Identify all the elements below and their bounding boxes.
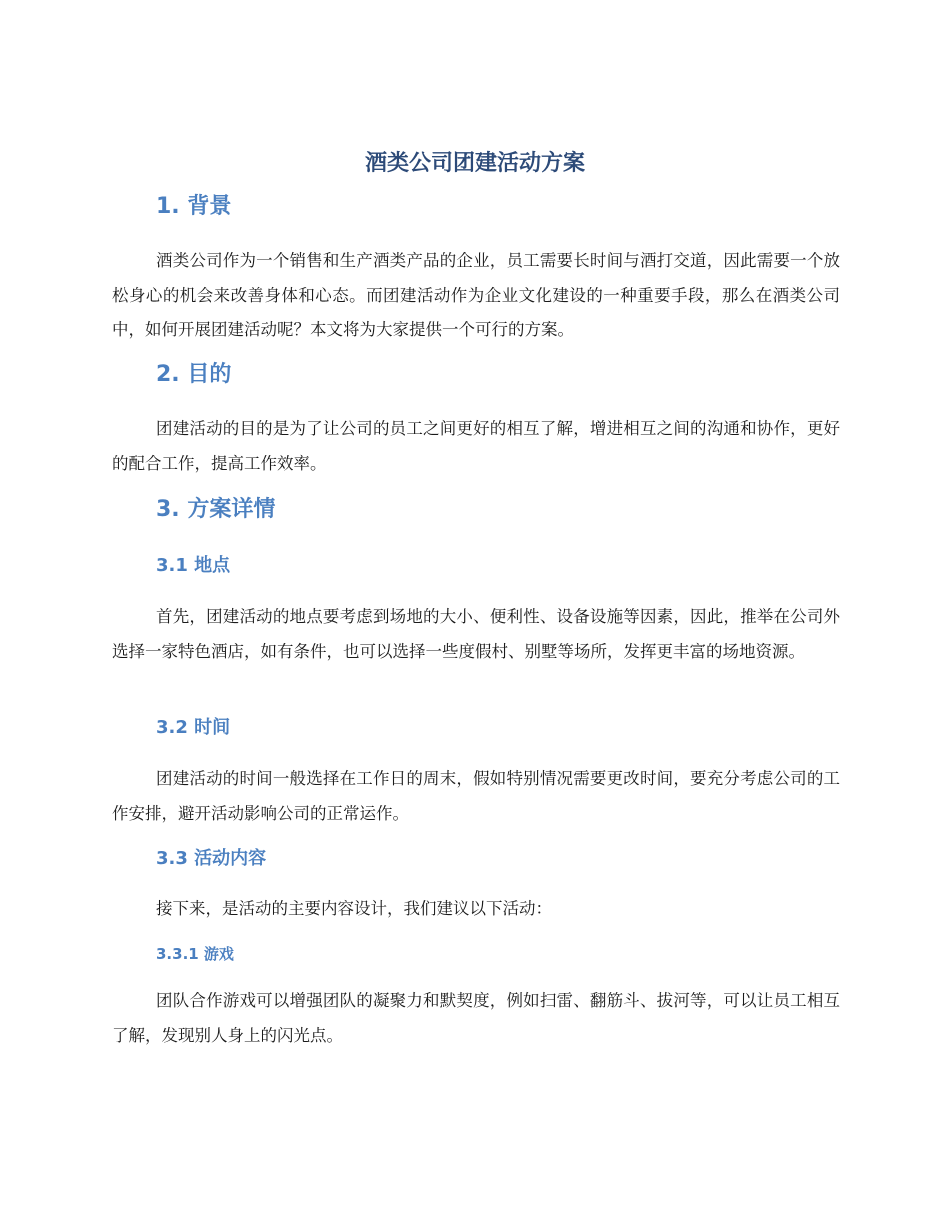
subsection-heading-time: 3.2 时间 (156, 717, 231, 738)
paragraph-location: 首先，团建活动的地点要考虑到场地的大小、便利性、设备设施等因素，因此，推举在公司外选择一家特色酒店，如有条件，也可以选择一些度假村、别墅等场所，发挥更丰富的场地资源。 (112, 607, 840, 661)
paragraph-purpose: 团建活动的目的是为了让公司的员工之间更好的相互了解，增进相互之间的沟通和协作，更好的配合工作，提高工作效率。 (112, 419, 840, 473)
paragraph-content: 接下来，是活动的主要内容设计，我们建议以下活动： (156, 899, 552, 918)
paragraph-games: 团队合作游戏可以增强团队的凝聚力和默契度，例如扫雷、翻筋斗、拔河等，可以让员工相互了解，发现别人身上的闪光点。 (112, 991, 840, 1045)
section-heading-background: 1. 背景 (156, 194, 232, 219)
subsubsection-heading-games: 3.3.1 游戏 (156, 945, 234, 963)
subsection-heading-location: 3.1 地点 (156, 555, 231, 576)
subsection-heading-content: 3.3 活动内容 (156, 848, 267, 869)
paragraph-background: 酒类公司作为一个销售和生产酒类产品的企业，员工需要长时间与酒打交道，因此需要一个放松身心的机会来改善身体和心态。而团建活动作为企业文化建设的一种重要手段，那么在酒类公司中，如何开展团建活动呢？本文将为大家提供一个可行的方案。 (112, 251, 840, 339)
paragraph-time: 团建活动的时间一般选择在工作日的周末，假如特别情况需要更改时间，要充分考虑公司的工作安排，避开活动影响公司的正常运作。 (112, 769, 840, 823)
section-heading-purpose: 2. 目的 (156, 362, 232, 387)
page-title: 酒类公司团建活动方案 (364, 151, 585, 176)
section-heading-details: 3. 方案详情 (156, 497, 276, 522)
